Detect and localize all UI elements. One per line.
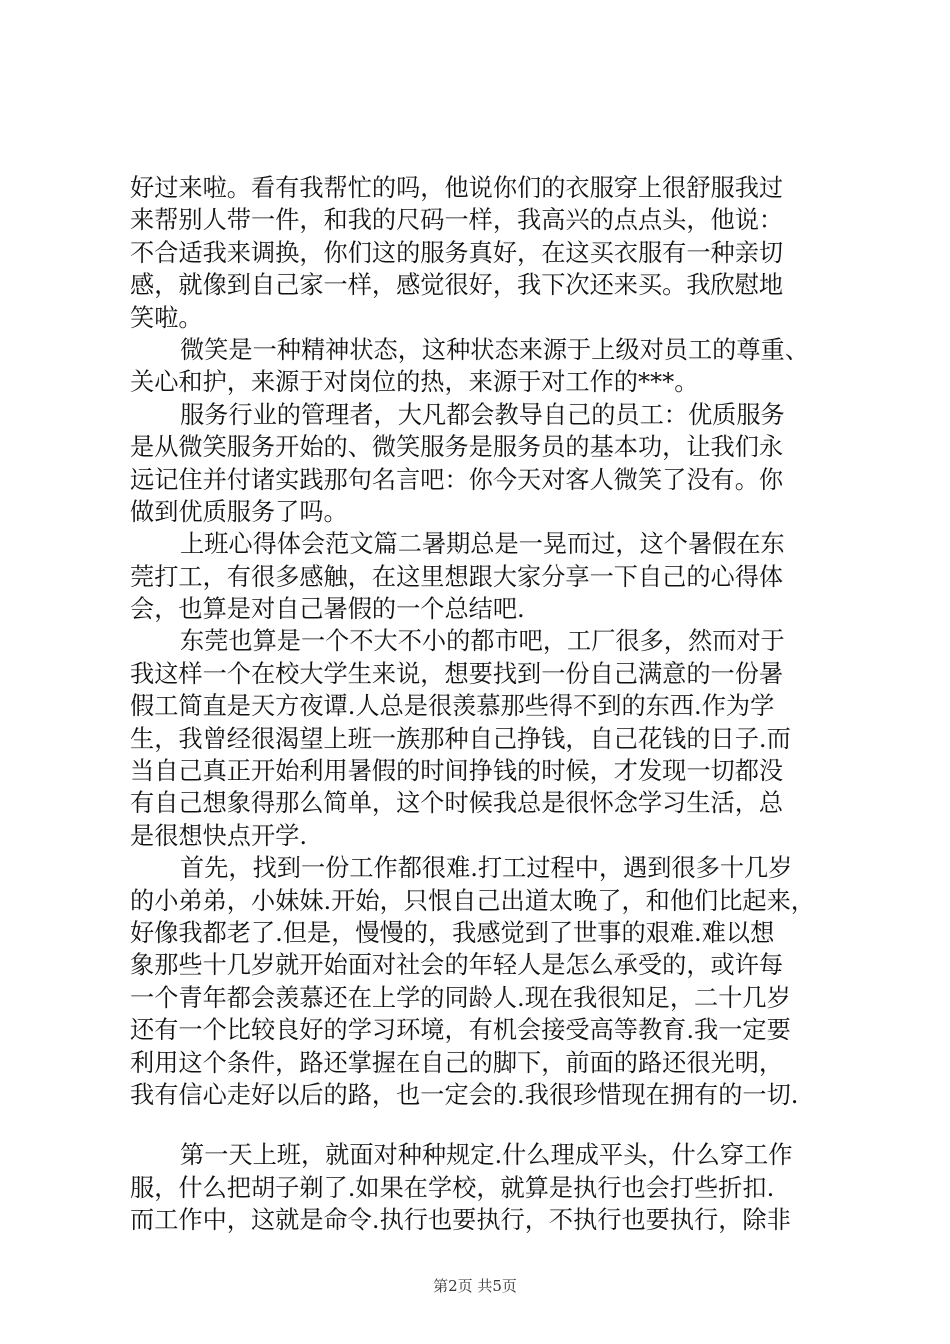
paragraph-start-line: 服务行业的管理者，大凡都会教导自己的员工：优质服务 xyxy=(180,400,785,429)
text-line: 一个青年都会羡慕还在上学的同龄人.现在我很知足，二十几岁 xyxy=(130,983,791,1012)
paragraph-gap xyxy=(130,1111,830,1139)
text-line: 莞打工，有很多感触，在这里想跟大家分享一下自己的心得体 xyxy=(130,562,784,591)
text-line: 是从微笑服务开始的、微笑服务是服务员的基本功，让我们永 xyxy=(130,433,784,462)
text-line: 生，我曾经很渴望上班一族那种自己挣钱，自己花钱的日子.而 xyxy=(130,724,791,753)
text-line: 而工作中，这就是命令.执行也要执行，不执行也要执行，除非 xyxy=(130,1206,791,1235)
text-line: 服，什么把胡子剃了.如果在学校，就算是执行也会打些折扣. xyxy=(130,1173,775,1202)
paragraph-start-line: 上班心得体会范文篇二暑期总是一晃而过，这个暑假在东 xyxy=(180,530,785,559)
text-line: 好像我都老了.但是，慢慢的，我感觉到了世事的艰难.难以想 xyxy=(130,918,775,947)
text-line: 象那些十几岁就开始面对社会的年轻人是怎么承受的，或许每 xyxy=(130,951,784,980)
text-line: 笑啦。 xyxy=(130,303,203,332)
text-line: 有自己想象得那么简单，这个时候我总是很怀念学习生活，总 xyxy=(130,789,784,818)
paragraph-start-line: 第一天上班，就面对种种规定.什么理成平头，什么穿工作 xyxy=(180,1141,793,1170)
page-number-footer: 第2页 共5页 xyxy=(433,1277,517,1295)
text-line: 利用这个条件，路还掌握在自己的脚下，前面的路还很光明， xyxy=(130,1048,784,1077)
text-line: 会，也算是对自己暑假的一个总结吧. xyxy=(130,595,525,624)
text-line: 当自己真正开始利用暑假的时间挣钱的时候，才发现一切都没 xyxy=(130,757,784,786)
text-line: 做到优质服务了吗。 xyxy=(130,497,348,526)
text-line: 我这样一个在校大学生来说，想要找到一份自己满意的一份暑 xyxy=(130,659,784,688)
text-line: 的小弟弟，小妹妹.开始，只恨自己出道太晚了，和他们比起来， xyxy=(130,886,815,915)
text-line: 好过来啦。看有我帮忙的吗，他说你们的衣服穿上很舒服我过 xyxy=(130,174,784,202)
paragraph-start-line: 微笑是一种精神状态，这种状态来源于上级对员工的尊重、 xyxy=(180,335,809,364)
document-body xyxy=(130,172,830,1237)
text-line: 我有信心走好以后的路，也一定会的.我很珍惜现在拥有的一切. xyxy=(130,1080,799,1109)
text-line: 远记住并付诸实践那句名言吧：你今天对客人微笑了没有。你 xyxy=(130,465,784,494)
text-line: 是很想快点开学. xyxy=(130,821,308,850)
text-line: 感，就像到自己家一样，感觉很好，我下次还来买。我欣慰地 xyxy=(130,271,784,300)
text-line: 还有一个比较良好的学习环境，有机会接受高等教育.我一定要 xyxy=(130,1016,791,1045)
text-line: 关心和护，来源于对岗位的热，来源于对工作的***。 xyxy=(130,368,699,397)
text-line: 来帮别人带一件，和我的尺码一样，我高兴的点点头，他说： xyxy=(130,206,784,235)
text-line: 不合适我来调换，你们这的服务真好，在这买衣服有一种亲切 xyxy=(130,238,784,267)
paragraph-start-line: 东莞也算是一个不大不小的都市吧，工厂很多，然而对于 xyxy=(180,627,785,656)
text-line: 假工简直是天方夜谭.人总是很羡慕那些得不到的东西.作为学 xyxy=(130,692,775,721)
paragraph-start-line: 首先，找到一份工作都很难.打工过程中，遇到很多十几岁 xyxy=(180,854,793,883)
